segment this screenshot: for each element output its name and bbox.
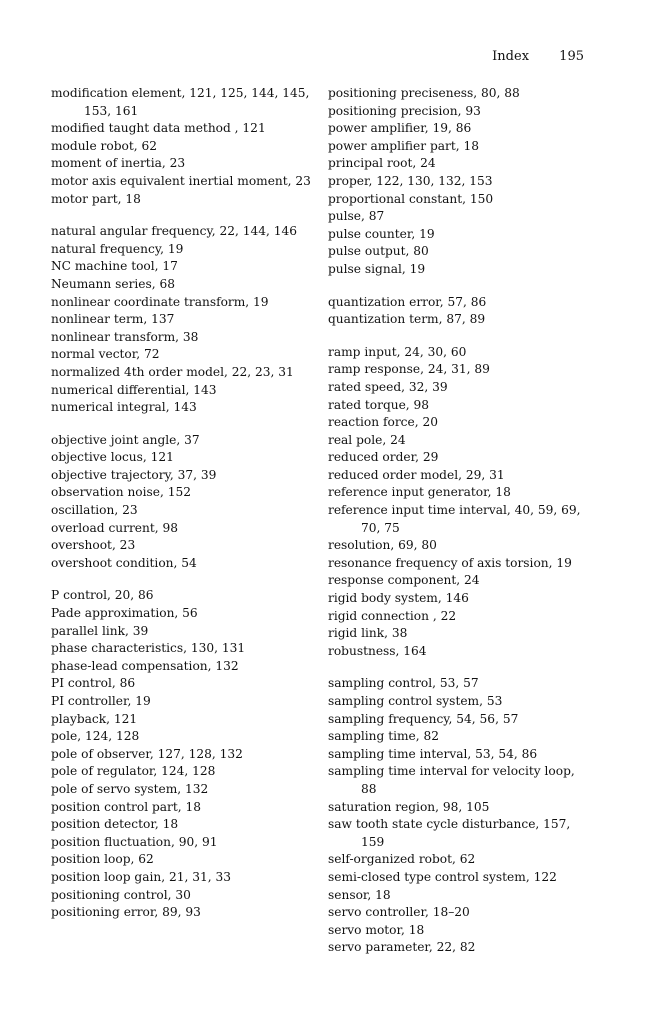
index-entry: proper, 122, 130, 132, 153 (328, 173, 493, 188)
index-entry: normal vector, 72 (51, 347, 160, 362)
index-entry: natural frequency, 19 (51, 241, 184, 256)
index-entry: phase characteristics, 130, 131 (51, 641, 246, 656)
index-entry: objective trajectory, 37, 39 (51, 467, 217, 482)
index-entry: rigid body system, 146 (328, 591, 469, 606)
index-entry: robustness, 164 (328, 643, 427, 658)
index-entry: saturation region, 98, 105 (328, 799, 490, 814)
index-entry: sampling time, 82 (328, 729, 440, 744)
index-letter-group (51, 85, 311, 208)
index-entry: pole of regulator, 124, 128 (51, 764, 216, 779)
index-letter-group (328, 675, 588, 957)
index-entry: position fluctuation, 90, 91 (51, 834, 218, 849)
index-entry: response component, 24 (328, 573, 480, 588)
index-entry: real pole, 24 (328, 432, 406, 447)
index-entry: principal root, 24 (328, 156, 436, 171)
index-entry: phase-lead compensation, 132 (51, 658, 239, 673)
index-entry: servo motor, 18 (328, 922, 425, 937)
index-entry: observation noise, 152 (51, 485, 192, 500)
index-entry: pole of servo system, 132 (51, 781, 209, 796)
index-letter-group (328, 294, 588, 329)
index-entry: sampling control system, 53 (328, 694, 503, 708)
index-letter-group (51, 587, 311, 921)
index-entry: nonlinear term, 137 (51, 312, 175, 327)
index-entry: parallel link, 39 (51, 623, 149, 638)
index-entry: positioning control, 30 (51, 887, 191, 902)
index-entry: NC machine tool, 17 (51, 259, 178, 274)
index-entry: PI control, 86 (51, 676, 136, 691)
index-entry: position control part, 18 (51, 799, 202, 814)
index-entry: sampling time interval, 53, 54, 86 (328, 746, 538, 761)
index-entry: sampling control, 53, 57 (328, 676, 479, 691)
index-entry: sampling frequency, 54, 56, 57 (328, 711, 519, 726)
index-entry: reaction force, 20 (328, 415, 438, 430)
index-entry: semi-closed type control system, 122 (328, 869, 557, 884)
index-column-right (328, 85, 588, 972)
index-entry: module robot, 62 (51, 138, 157, 153)
index-entry: servo controller, 18–20 (328, 905, 470, 920)
index-letter-group (328, 85, 588, 279)
index-entry: positioning preciseness, 80, 88 (328, 86, 520, 100)
index-entry: resonance frequency of axis torsion, 19 (328, 555, 572, 570)
index-entry: nonlinear transform, 38 (51, 329, 199, 344)
index-entry: overshoot condition, 54 (51, 555, 197, 570)
index-entry: numerical differential, 143 (51, 382, 217, 397)
index-entry: numerical integral, 143 (51, 400, 197, 415)
index-entry: playback, 121 (51, 711, 138, 726)
index-entry: reduced order model, 29, 31 (328, 467, 505, 482)
index-entry: modified taught data method , 121 (51, 121, 266, 136)
index-entry: servo parameter, 22, 82 (328, 940, 476, 955)
index-entry: motor part, 18 (51, 191, 141, 206)
index-entry: normalized 4th order model, 22, 23, 31 (51, 364, 294, 379)
index-entry: position loop, 62 (51, 852, 154, 867)
index-entry: quantization term, 87, 89 (328, 312, 486, 327)
index-entry: pulse signal, 19 (328, 261, 426, 276)
index-letter-group (51, 432, 311, 573)
index-entry: natural angular frequency, 22, 144, 146 (51, 224, 297, 239)
index-entry: overshoot, 23 (51, 538, 136, 553)
index-entry: sampling time interval for velocity loop, 88 (328, 764, 575, 796)
index-entry: saw tooth state cycle disturbance, 157, 159 (328, 817, 571, 849)
index-entry: rated torque, 98 (328, 397, 430, 412)
index-entry: rigid connection , 22 (328, 608, 457, 623)
index-entry: reduced order, 29 (328, 450, 439, 465)
index-entry: pole, 124, 128 (51, 729, 140, 744)
index-entry: motor axis equivalent inertial moment, 23 (51, 173, 311, 188)
running-head (492, 49, 584, 65)
index-entry: nonlinear coordinate transform, 19 (51, 294, 269, 309)
index-column-left (51, 85, 311, 937)
index-entry: positioning error, 89, 93 (51, 905, 201, 920)
index-entry: position loop gain, 21, 31, 33 (51, 869, 231, 884)
index-entry: sensor, 18 (328, 887, 391, 902)
index-entry: pulse, 87 (328, 209, 385, 224)
index-letter-group (328, 344, 588, 661)
index-entry: Neumann series, 68 (51, 276, 176, 291)
index-entry: ramp response, 24, 31, 89 (328, 362, 490, 377)
index-entry: power amplifier part, 18 (328, 138, 479, 153)
index-entry: overload current, 98 (51, 520, 178, 535)
index-entry: objective locus, 121 (51, 450, 174, 465)
index-entry: power amplifier, 19, 86 (328, 121, 472, 136)
index-letter-group (51, 223, 311, 417)
index-entry: reference input time interval, 40, 59, 69, 70, 75 (328, 503, 581, 535)
index-entry: positioning precision, 93 (328, 103, 481, 118)
index-entry: ramp input, 24, 30, 60 (328, 344, 467, 359)
index-entry: modification element, 121, 125, 144, 145, 153, 161 (51, 86, 310, 118)
index-entry: quantization error, 57, 86 (328, 294, 487, 309)
page-number: 195 (559, 49, 584, 64)
index-entry: pulse counter, 19 (328, 226, 435, 241)
index-entry: proportional constant, 150 (328, 191, 494, 206)
index-entry: reference input generator, 18 (328, 485, 511, 500)
index-entry: pole of observer, 127, 128, 132 (51, 746, 243, 761)
index-entry: PI controller, 19 (51, 694, 151, 708)
index-entry: position detector, 18 (51, 817, 179, 832)
index-entry: rigid link, 38 (328, 626, 408, 641)
index-entry: self-organized robot, 62 (328, 852, 476, 867)
index-entry: P control, 20, 86 (51, 588, 154, 603)
index-entry: moment of inertia, 23 (51, 156, 186, 171)
index-entry: objective joint angle, 37 (51, 432, 200, 447)
index-entry: Pade approximation, 56 (51, 606, 198, 621)
index-entry: oscillation, 23 (51, 503, 138, 518)
index-entry: resolution, 69, 80 (328, 538, 437, 553)
index-entry: rated speed, 32, 39 (328, 379, 448, 394)
running-head-title: Index (492, 49, 530, 64)
index-entry: pulse output, 80 (328, 244, 429, 259)
